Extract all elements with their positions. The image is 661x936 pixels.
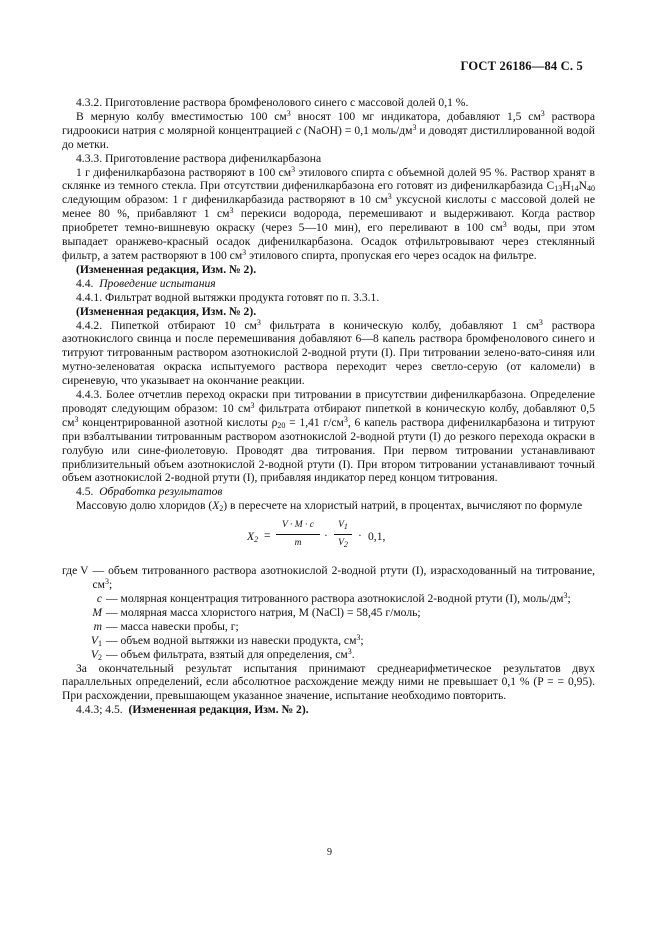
section-4-5-heading: 4.5. Обработка результатов — [76, 485, 223, 499]
formula-dot-1: · — [324, 529, 328, 543]
formula-dot-2: · — [358, 529, 362, 543]
section-4-4-heading: 4.4. Проведение испытания — [76, 276, 216, 290]
definition-item: m — масса навески пробы, г; — [93, 619, 239, 633]
section-4-3-2-text: В мерную колбу вместимостью 100 $см^3$ вносят 100 мг индикатора, добавляют 1,5 $см^3$ раствора гидроокиси натрия с молярной концентрацией с (NaOH) = 0,1 моль/$дм^3$ и доводят дистиллированной водой до метки. — [62, 108, 595, 151]
formula-equals: = — [264, 529, 271, 543]
definition-item: M — молярная масса хлористого натрия, M (NaCl) = 58,45 г/моль; — [92, 605, 421, 619]
chloride-formula — [62, 516, 595, 562]
section-4-3-3-text: 1 г дифенилкарбазона растворяют в 100 $см^3$ этилового спирта с объемной долей 95 %. Раствор хранят в склянке из темного стекла. При отсутствии дифенилкарбазона его готовят из дифенилкарбазида $C_{13}H_{14}N_{40}$ следующим образом: 1 г дифенилкарбазида растворяют в 10 $см^3$ уксусной кислоты с массовой долей не менее 80 %, прибавляют 1 $см^3$ перекиси водорода, перемешивают и выдерживают. Когда раствор приобретет темно-вишневую окраску (через 5—10 мин), его переливают в 100 $см^3$ воды, при этом выпадает оранжево-красный осадок дифенилкарбазона. Осадок отфильтровывают через стеклянный фильтр, а затем растворяют в 100 $см^3$ этилового спирта, пропуская его через осадок на фильтре. — [62, 164, 595, 262]
final-result-text: За окончательный результат испытания принимают среднеарифметическое результатов двух параллельных определений, если абсолютное расхождение между ними не превышает 0,1 % (P = = 0,95). При расхождении, превышающем указанное значение, испытание необходимо повторить. — [62, 661, 595, 703]
section-4-4-2-text: 4.4.2. Пипеткой отбирают 10 $см^3$ фильтрата в коническую колбу, добавляют 1 $см^3$ раствора азотнокислого свинца и после перемешивания добавляют 6—8 капель раствора бромфенолового синего и титруют титрованным раствором азотнокислой 2-водной ртути (I). При титровании зелено-вато-синяя или мутно-зеленоватая окраска испытуемого раствора переходит через светло-серую (от каломели) в сиреневую, что указывает на окончание реакции. — [62, 317, 595, 388]
section-4-3-3-title: 4.3.3. Приготовление раствора дифенилкарбазона — [76, 151, 322, 165]
section-4-4-1-text: 4.4.1. Фильтрат водной вытяжки продукта готовят по п. 3.3.1. — [76, 290, 380, 304]
section-4-3-2-title: 4.3.2. Приготовление раствора бромфенолового синего с массовой долей 0,1 %. — [76, 96, 469, 109]
calculation-intro: Массовую долю хлоридов $(X_2)$ в пересчете на хлористый натрий, в процентах, вычисляют по формуле — [76, 499, 583, 514]
formula-constant: 0,1, — [368, 530, 386, 544]
definition-item: где V — объем титрованного раствора азотнокислой 2-водной ртути (I), израсходованный на титрование, $см^3$; — [62, 564, 595, 592]
section-4-4-3-text: 4.4.3. Более отчетлив переход окраски при титровании в присутствии дифенилкарбазона. Определение проводят следующим образом: 10 $см^3$ фильтрата отбирают пипеткой в коническую колбу, добавляют 0,5 $см^3$ концентрированной азотной кислоты $\rho_{20} = 1,41$ $г/см^3$, 6 капель раствора дифенилкарбазона и титруют при взбалтывании титрованным раствором азотнокислой 2-водной ртути (I) до резкого перехода окраски в голубую или сине-фиолетовую. Проводят два титрования. При первом титровании устанавливают приблизительный объем азотнокислой 2-водной ртути (I). При втором титровании устанавливают точный объем азотнокислой 2-водной ртути (I), прибавляя индикатор перед концом титрования. — [62, 388, 595, 485]
amendment-note-2: (Измененная редакция, Изм. № 2). — [76, 304, 257, 318]
definition-item: $V_2$ — объем фильтрата, взятый для определения, $см^3$. — [90, 646, 355, 662]
definition-item: c — молярная концентрация титрованного раствора азотнокислой 2-водной ртути (I), моль/$дм^3$; — [96, 591, 571, 605]
amendment-note-3: 4.4.3; 4.5. (Измененная редакция, Изм. № 2). — [76, 703, 309, 717]
formula-fraction-2: $V_1$ $V_2$ — [334, 520, 352, 549]
definition-item: $V_1$ — объем водной вытяжки из навески продукта, $см^3$; — [90, 632, 364, 648]
formula-lhs: $X_2$ — [247, 530, 259, 545]
variable-definitions — [62, 564, 595, 661]
amendment-note-1: (Измененная редакция, Изм. № 2). — [76, 262, 257, 276]
document-header: ГОСТ 26186—84 С. 5 — [460, 59, 583, 73]
page-number: 9 — [327, 847, 332, 858]
document-body — [62, 96, 595, 717]
formula-fraction-1: V · M · c m — [276, 520, 320, 549]
